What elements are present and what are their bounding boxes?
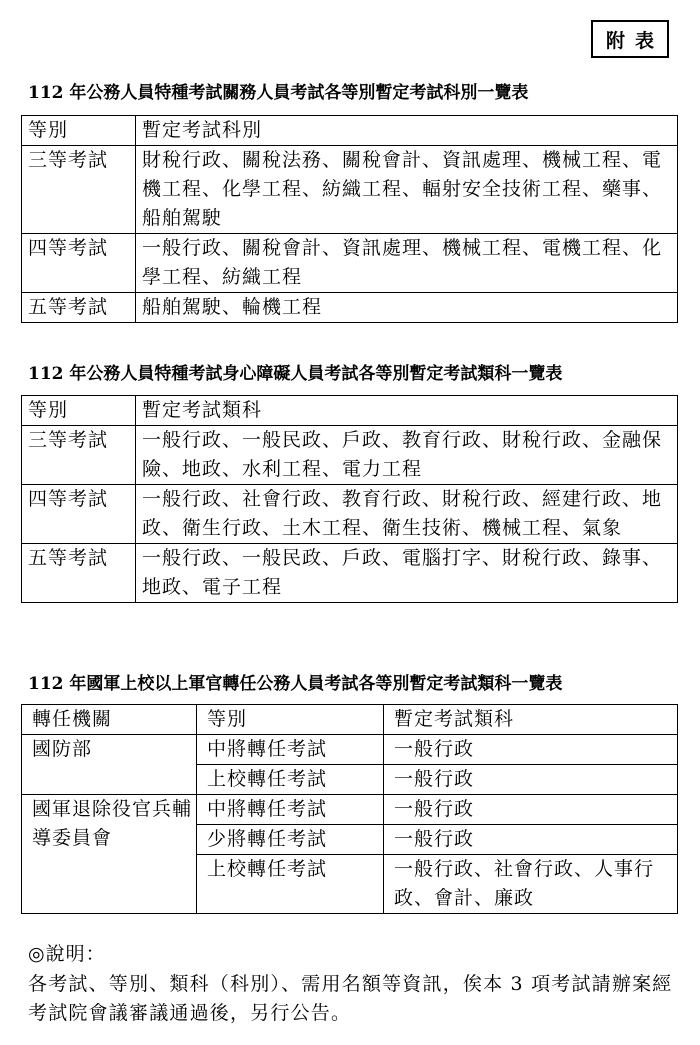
level-cell: 中將轉任考試	[197, 735, 384, 765]
subjects-cell: 一般行政	[384, 825, 678, 855]
level-cell: 中將轉任考試	[197, 795, 384, 825]
subjects-cell: 一般行政、社會行政、教育行政、財稅行政、經建行政、地政、衛生行政、土木工程、衛生技術、機械工程、氣象	[136, 485, 678, 544]
header-level: 等別	[22, 396, 136, 426]
subjects-cell: 一般行政、一般民政、戶政、電腦打字、財稅行政、錄事、地政、電子工程	[136, 544, 678, 603]
level-cell: 五等考試	[22, 293, 136, 323]
appendix-badge: 附表	[591, 20, 669, 58]
table-row	[22, 426, 678, 485]
table-row	[22, 735, 678, 765]
subjects-cell: 一般行政	[384, 795, 678, 825]
table-row	[22, 485, 678, 544]
level-cell: 上校轉任考試	[197, 855, 384, 914]
subjects-cell: 財稅行政、關稅法務、關稅會計、資訊處理、機械工程、電機工程、化學工程、紡織工程、輻射安全技術工程、藥事、船舶駕駛	[136, 146, 678, 234]
level-cell: 四等考試	[22, 234, 136, 293]
level-cell: 三等考試	[22, 146, 136, 234]
subjects-cell: 船舶駕駛、輪機工程	[136, 293, 678, 323]
subjects-cell: 一般行政、一般民政、戶政、教育行政、財稅行政、金融保險、地政、水利工程、電力工程	[136, 426, 678, 485]
note-text: 各考試、等別、類科（科別）、需用名額等資訊，俟本 3 項考試請辦案經考試院會議審議通過後，另行公告。	[28, 973, 673, 1024]
subjects-cell: 一般行政、關稅會計、資訊處理、機械工程、電機工程、化學工程、紡織工程	[136, 234, 678, 293]
level-cell: 三等考試	[22, 426, 136, 485]
section2-title: 112 年公務人員特種考試身心障礙人員考試各等別暫定考試類科一覽表	[28, 364, 563, 384]
table-row	[22, 293, 678, 323]
note-heading: ◎說明：	[28, 943, 106, 965]
officer-transfer-exam-table	[21, 704, 678, 914]
disability-exam-table	[21, 395, 678, 603]
header-subjects: 暫定考試類科	[384, 705, 678, 735]
table-row	[22, 146, 678, 234]
table-header-row	[22, 116, 678, 146]
table-row	[22, 234, 678, 293]
table-row	[22, 544, 678, 603]
header-level: 等別	[22, 116, 136, 146]
table-header-row	[22, 396, 678, 426]
agency-cell: 國防部	[22, 735, 197, 795]
agency-cell: 國軍退除役官兵輔導委員會	[22, 795, 197, 914]
section1-title: 112 年公務人員特種考試關務人員考試各等別暫定考試科別一覽表	[28, 83, 529, 103]
section3-title: 112 年國軍上校以上軍官轉任公務人員考試各等別暫定考試類科一覽表	[28, 674, 563, 694]
table-header-row	[22, 705, 678, 735]
level-cell: 四等考試	[22, 485, 136, 544]
level-cell: 少將轉任考試	[197, 825, 384, 855]
level-cell: 上校轉任考試	[197, 765, 384, 795]
header-agency: 轉任機關	[22, 705, 197, 735]
header-subjects: 暫定考試科別	[136, 116, 678, 146]
subjects-cell: 一般行政	[384, 765, 678, 795]
level-cell: 五等考試	[22, 544, 136, 603]
header-subjects: 暫定考試類科	[136, 396, 678, 426]
subjects-cell: 一般行政	[384, 735, 678, 765]
customs-exam-table	[21, 115, 678, 323]
subjects-cell: 一般行政、社會行政、人事行政、會計、廉政	[384, 855, 678, 914]
table-row	[22, 795, 678, 825]
header-level: 等別	[197, 705, 384, 735]
